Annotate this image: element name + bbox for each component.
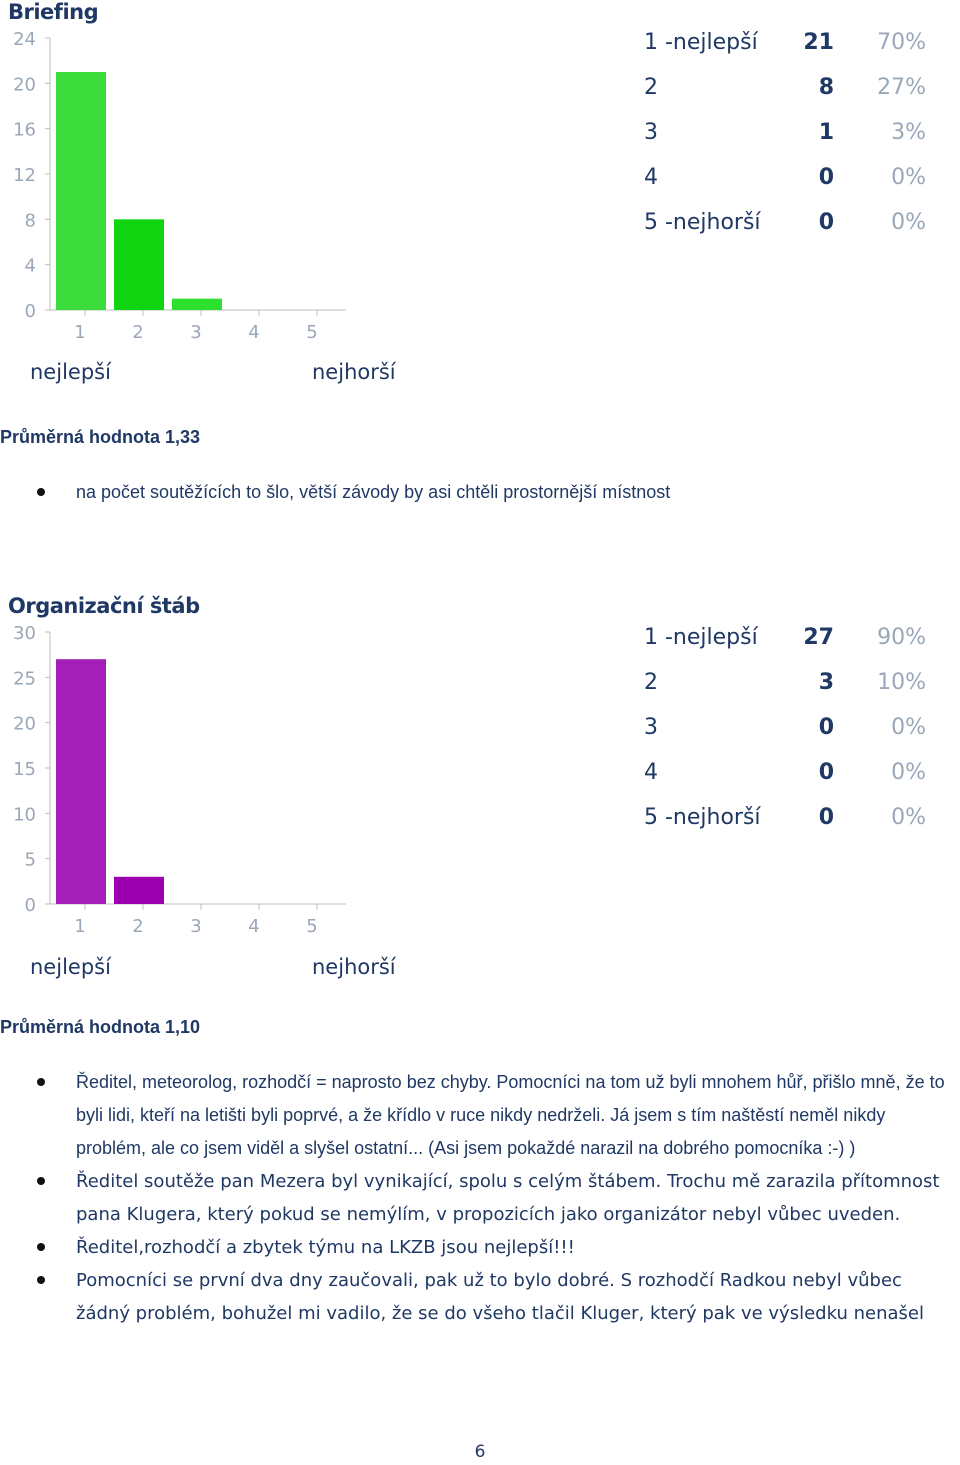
x-tick-label: 4 [248,916,260,937]
briefing-bar-chart [0,28,360,368]
x-tick-label: 5 [306,916,318,937]
result-percent: 0% [891,805,926,830]
result-count: 21 [803,30,834,55]
result-row [638,670,938,715]
comment-text: Pomocníci se první dva dny zaučovali, pak už to bylo dobré. S rozhodčí Radkou nebyl vůbec žádný problém, bohužel mi vadilo, že se do všeho tlačil Kluger, který pak ve výsledku nenašel [76,1270,924,1324]
result-label: 3 [644,120,658,145]
x-tick-label: 4 [248,322,260,343]
result-percent: 0% [891,715,926,740]
bullet-icon [37,1177,45,1185]
y-tick-label: 12 [13,165,36,186]
result-label: 2 [644,670,658,695]
page-number: 6 [474,1442,486,1462]
result-count: 0 [818,715,834,740]
bar-1 [56,659,106,904]
comment-item [0,1264,960,1330]
result-percent: 27% [877,75,926,100]
y-tick-label: 10 [13,804,36,826]
bullet-icon [37,1243,45,1251]
briefing-comments [0,476,960,509]
result-count: 1 [818,120,834,145]
result-row [638,715,938,760]
result-row [638,625,938,670]
result-row [638,75,938,120]
organizacni-stab-average: Průměrná hodnota 1,10 [0,1017,201,1037]
bar-2 [114,219,164,310]
organizacni-stab-results-table [638,625,938,850]
result-count: 3 [818,670,834,695]
y-tick-label: 24 [13,29,36,50]
result-count: 0 [818,805,834,830]
bar-3 [172,299,222,310]
result-count: 0 [818,210,834,235]
y-tick-label: 30 [13,623,36,644]
chart-title-briefing: Briefing [8,0,99,24]
x-tick-label: 2 [132,322,144,343]
result-percent: 0% [891,165,926,190]
organizacni-stab-x-right-label: nejhorší [312,955,396,979]
comment-text: Ředitel,rozhodčí a zbytek týmu na LKZB jsou nejlepší!!! [76,1237,575,1258]
organizacni-stab-comments [0,1066,960,1330]
result-percent: 70% [877,30,926,55]
y-tick-label: 20 [13,713,36,735]
comment-item [0,1066,960,1165]
bullet-icon [37,1078,45,1086]
y-tick-label: 15 [13,759,36,780]
result-percent: 3% [891,120,926,145]
organizacni-stab-bar-chart [0,622,360,962]
result-percent: 0% [891,760,926,785]
y-tick-label: 20 [13,74,36,96]
bullet-icon [37,1276,45,1284]
result-count: 27 [803,625,834,650]
briefing-x-left-label: nejlepší [30,360,111,384]
y-tick-label: 4 [24,255,36,277]
x-tick-label: 3 [190,322,202,343]
briefing-x-right-label: nejhorší [312,360,396,384]
result-percent: 0% [891,210,926,235]
result-label: 5 -nejhorší [644,210,761,235]
result-label: 3 [644,715,658,740]
x-tick-label: 1 [74,916,86,937]
comment-text: Ředitel soutěže pan Mezera byl vynikající, spolu s celým štábem. Trochu mě zarazila přítomnost pana Klugera, který pokud se nemýlím, v propozicích jako organizátor nebyl vůbec uveden. [76,1171,940,1225]
result-count: 0 [818,760,834,785]
y-tick-label: 5 [24,849,36,871]
bar-1 [56,72,106,310]
y-tick-label: 16 [13,119,36,141]
y-tick-label: 0 [24,301,36,322]
result-label: 4 [644,760,658,785]
organizacni-stab-x-left-label: nejlepší [30,955,111,979]
comment-item [0,1231,960,1264]
result-percent: 90% [877,625,926,650]
result-count: 0 [818,165,834,190]
x-tick-label: 2 [132,916,144,937]
y-tick-label: 8 [24,210,36,232]
y-tick-label: 25 [13,668,36,690]
comment-item [0,476,960,509]
bar-2 [114,877,164,904]
comment-text: na počet soutěžících to šlo, větší závody by asi chtěli prostornější místnost [76,482,671,502]
x-tick-label: 1 [74,322,86,343]
result-row [638,760,938,805]
result-label: 4 [644,165,658,190]
result-label: 5 -nejhorší [644,805,761,830]
result-count: 8 [818,75,834,100]
result-label: 1 -nejlepší [644,30,758,55]
comment-text: Ředitel, meteorolog, rozhodčí = naprosto bez chyby. Pomocníci na tom už byli mnohem hůř, přišlo mně, že to byli lidi, kteří na letišti byli poprvé, a že křídlo v ruce nikdy nedrželi. Já jsem s tím naštěstí neměl nikdy problém, ale co jsem viděl a slyšel ostatní... (Asi jsem pokaždé narazil na dobrého pomocníka :-) ) [76,1072,945,1158]
briefing-average: Průměrná hodnota 1,33 [0,427,201,447]
comment-item [0,1165,960,1231]
result-row [638,210,938,255]
result-label: 2 [644,75,658,100]
y-tick-label: 0 [24,895,36,916]
result-row [638,805,938,850]
bullet-icon [37,488,45,496]
x-tick-label: 5 [306,322,318,343]
x-tick-label: 3 [190,916,202,937]
result-percent: 10% [877,670,926,695]
chart-title-organizacni-stab: Organizační štáb [8,594,200,618]
result-row [638,30,938,75]
result-row [638,165,938,210]
result-label: 1 -nejlepší [644,625,758,650]
briefing-results-table [638,30,938,255]
result-row [638,120,938,165]
